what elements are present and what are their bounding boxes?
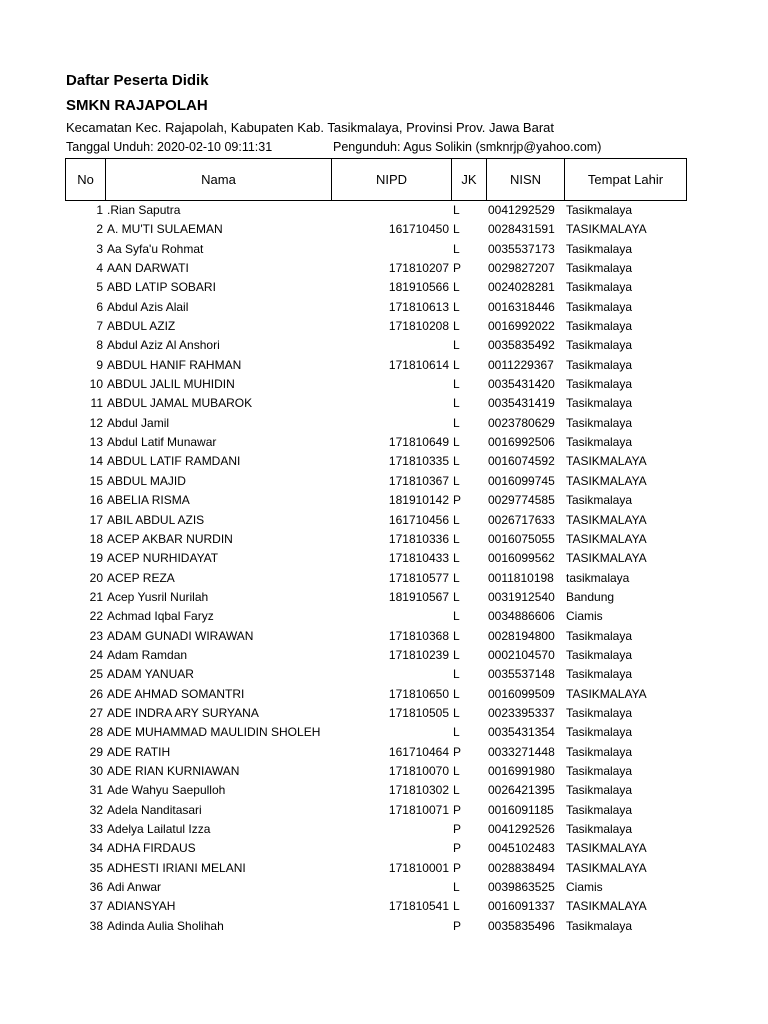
student-birthplace: Ciamis (566, 609, 603, 624)
table-row (0, 549, 768, 568)
student-name: ABDUL AZIZ (107, 319, 176, 334)
student-name: ACEP NURHIDAYAT (107, 551, 219, 566)
student-name: Adelya Lailatul Izza (107, 822, 211, 836)
student-birthplace: Tasikmalaya (566, 299, 633, 314)
row-number: 38 (89, 918, 103, 933)
row-number: 33 (89, 822, 103, 836)
student-gender: L (453, 783, 460, 798)
student-birthplace: Tasikmalaya (566, 493, 633, 508)
student-birthplace: Tasikmalaya (566, 783, 633, 798)
row-number: 30 (89, 763, 103, 778)
column-header-tempat-lahir: Tempat Lahir (565, 159, 687, 201)
column-header-jk: JK (452, 159, 487, 201)
student-birthplace: Tasikmalaya (566, 338, 633, 353)
row-number: 22 (89, 609, 103, 624)
row-number: 16 (89, 493, 103, 508)
student-gender: L (453, 531, 460, 546)
student-gender: L (453, 415, 460, 430)
student-nipd: 171810649 (388, 435, 449, 450)
student-nisn: 0035537173 (488, 241, 555, 256)
student-nipd: 171810650 (388, 686, 449, 701)
table-row (0, 530, 768, 549)
student-birthplace: tasikmalaya (566, 570, 630, 585)
student-name: Adela Nanditasari (107, 802, 202, 817)
column-header-nama: Nama (106, 159, 332, 201)
student-nisn: 0041292526 (488, 822, 555, 836)
student-nisn: 0041292529 (488, 203, 555, 217)
row-number: 11 (90, 396, 103, 411)
student-nipd: 171810071 (388, 802, 449, 817)
row-number: 5 (96, 280, 103, 295)
student-birthplace: Tasikmalaya (566, 628, 633, 643)
student-name: ABDUL LATIF RAMDANI (107, 454, 241, 469)
student-name: Adam Ramdan (107, 647, 188, 662)
student-gender: L (453, 880, 460, 895)
student-nisn: 0028194800 (488, 628, 555, 643)
student-nisn: 0034886606 (488, 609, 555, 624)
student-nisn: 0029827207 (488, 261, 555, 276)
table-header (65, 158, 687, 201)
student-birthplace: Tasikmalaya (566, 415, 633, 430)
row-number: 2 (96, 222, 103, 237)
student-nipd: 171810001 (388, 860, 449, 875)
student-name: Achmad Iqbal Faryz (107, 609, 214, 624)
student-nipd: 161710450 (388, 222, 449, 237)
row-number: 10 (89, 377, 103, 392)
student-name: ADIANSYAH (107, 899, 176, 914)
table-row (0, 917, 768, 936)
student-name: ABDUL JALIL MUHIDIN (107, 377, 235, 392)
student-name: Abdul Azis Alail (107, 299, 189, 314)
table-row (0, 511, 768, 530)
table-row (0, 414, 768, 433)
student-gender: L (453, 241, 460, 256)
row-number: 17 (89, 512, 103, 527)
student-nisn: 0039863525 (488, 880, 555, 895)
student-gender: P (453, 841, 462, 856)
student-nipd: 171810367 (388, 473, 449, 488)
row-number: 13 (89, 435, 103, 450)
table-row (0, 588, 768, 607)
student-name: ADE RATIH (107, 744, 171, 759)
student-birthplace: TASIKMALAYA (566, 841, 647, 856)
student-name: Aa Syfa'u Rohmat (107, 241, 204, 256)
student-birthplace: Tasikmalaya (566, 261, 633, 276)
student-nipd: 161710464 (388, 744, 449, 759)
student-birthplace: TASIKMALAYA (566, 512, 647, 527)
student-gender: L (453, 473, 460, 488)
student-nisn: 0035431419 (488, 396, 555, 411)
row-number: 6 (96, 299, 103, 314)
row-number: 3 (96, 241, 103, 256)
school-name: SMKN RAJAPOLAH (66, 97, 208, 114)
student-name: ABDUL HANIF RAHMAN (107, 357, 242, 372)
table-row (0, 240, 768, 259)
student-birthplace: TASIKMALAYA (566, 860, 647, 875)
student-nisn: 0026717633 (488, 512, 555, 527)
table-row (0, 743, 768, 762)
table-row (0, 317, 768, 336)
student-name: A. MU'TI SULAEMAN (107, 222, 223, 237)
row-number: 23 (89, 628, 103, 643)
table-row (0, 452, 768, 471)
student-nisn: 0016991980 (488, 763, 555, 778)
row-number: 27 (89, 705, 103, 720)
student-nipd: 181910142 (388, 493, 449, 508)
student-birthplace: TASIKMALAYA (566, 551, 647, 566)
student-nisn: 0035431354 (488, 725, 555, 740)
student-gender: L (453, 396, 460, 411)
student-gender: L (453, 454, 460, 469)
row-number: 20 (89, 570, 103, 585)
student-gender: L (453, 570, 460, 585)
student-birthplace: Tasikmalaya (566, 705, 633, 720)
student-nipd: 171810368 (388, 628, 449, 643)
student-nisn: 0016091185 (488, 802, 554, 817)
student-nisn: 0016099745 (488, 473, 555, 488)
student-nipd: 171810614 (388, 357, 449, 372)
row-number: 29 (89, 744, 103, 759)
student-nisn: 0045102483 (488, 841, 555, 856)
student-name: ADE INDRA ARY SURYANA (107, 705, 259, 720)
student-nisn: 0011229367 (488, 357, 554, 372)
row-number: 18 (89, 531, 103, 546)
student-birthplace: TASIKMALAYA (566, 686, 647, 701)
student-gender: P (453, 744, 462, 759)
row-number: 36 (89, 880, 103, 895)
student-nisn: 0033271448 (488, 744, 555, 759)
student-name: ADE MUHAMMAD MAULIDIN SHOLEH (107, 725, 321, 740)
student-birthplace: Tasikmalaya (566, 918, 633, 933)
student-birthplace: Tasikmalaya (566, 435, 633, 450)
student-name: ADAM GUNADI WIRAWAN (107, 628, 254, 643)
student-gender: L (453, 725, 460, 740)
table-row (0, 298, 768, 317)
row-number: 25 (89, 667, 103, 682)
student-birthplace: TASIKMALAYA (566, 454, 647, 469)
row-number: 7 (96, 319, 103, 334)
downloader: Pengunduh: Agus Solikin (smknrjp@yahoo.com) (333, 140, 602, 154)
student-nisn: 0035835492 (488, 338, 555, 353)
student-gender: P (453, 802, 462, 817)
student-birthplace: Tasikmalaya (566, 802, 633, 817)
student-birthplace: Tasikmalaya (566, 357, 633, 372)
school-address: Kecamatan Kec. Rajapolah, Kabupaten Kab. Tasikmalaya, Provinsi Prov. Jawa Barat (66, 120, 555, 135)
student-nisn: 0028838494 (488, 860, 555, 875)
student-nisn: 0035537148 (488, 667, 555, 682)
row-number: 8 (96, 338, 103, 353)
student-gender: L (453, 609, 460, 624)
student-nisn: 0035835496 (488, 918, 555, 933)
table-row (0, 569, 768, 588)
column-header-no: No (66, 159, 106, 201)
student-nipd: 171810505 (388, 705, 449, 720)
student-gender: P (453, 261, 462, 276)
student-name: ACEP AKBAR NURDIN (107, 531, 233, 546)
row-number: 21 (89, 589, 103, 604)
student-nipd: 171810541 (388, 899, 449, 914)
student-nisn: 0016074592 (488, 454, 555, 469)
student-birthplace: Tasikmalaya (566, 647, 633, 662)
student-birthplace: Tasikmalaya (566, 725, 633, 740)
student-name: ACEP REZA (107, 570, 175, 585)
table-row (0, 259, 768, 278)
student-birthplace: TASIKMALAYA (566, 473, 647, 488)
student-birthplace: Tasikmalaya (566, 396, 633, 411)
student-gender: L (453, 763, 460, 778)
student-birthplace: TASIKMALAYA (566, 222, 647, 237)
student-birthplace: Tasikmalaya (566, 744, 633, 759)
student-gender: L (453, 705, 460, 720)
student-birthplace: Tasikmalaya (566, 822, 633, 836)
student-name: ADHA FIRDAUS (107, 841, 196, 856)
table-row (0, 220, 768, 239)
student-nipd: 181910567 (388, 589, 449, 604)
table-row (0, 607, 768, 626)
student-name: Abdul Latif Munawar (107, 435, 217, 450)
student-birthplace: Tasikmalaya (566, 377, 633, 392)
column-header-nipd: NIPD (332, 159, 452, 201)
row-number: 15 (89, 473, 103, 488)
row-number: 1 (96, 203, 103, 217)
student-gender: L (453, 280, 460, 295)
student-nisn: 0028431591 (488, 222, 555, 237)
table-row (0, 859, 768, 878)
row-number: 14 (89, 454, 103, 469)
table-row (0, 278, 768, 297)
table-row (0, 472, 768, 491)
row-number: 26 (89, 686, 103, 701)
student-nisn: 0002104570 (488, 647, 555, 662)
student-gender: P (453, 918, 462, 933)
student-birthplace: Tasikmalaya (566, 241, 633, 256)
student-gender: L (453, 203, 460, 217)
student-name: .Rian Saputra (107, 203, 181, 217)
table-row (0, 839, 768, 858)
student-nisn: 0016091337 (488, 899, 555, 914)
student-name: Adinda Aulia Sholihah (107, 918, 224, 933)
table-row (0, 433, 768, 452)
row-number: 9 (96, 357, 103, 372)
student-nisn: 0016099562 (488, 551, 555, 566)
student-name: ADAM YANUAR (107, 667, 194, 682)
table-row (0, 781, 768, 800)
table-row (0, 336, 768, 355)
row-number: 32 (89, 802, 103, 817)
student-birthplace: Bandung (566, 589, 615, 604)
student-name: Abdul Jamil (107, 415, 170, 430)
student-gender: L (453, 667, 460, 682)
student-name: AAN DARWATI (107, 261, 189, 276)
row-number: 31 (89, 783, 103, 798)
student-list (0, 201, 768, 936)
table-row (0, 665, 768, 684)
student-gender: L (453, 222, 460, 237)
student-nisn: 0035431420 (488, 377, 555, 392)
student-birthplace: Tasikmalaya (566, 319, 633, 334)
student-birthplace: Tasikmalaya (566, 203, 633, 217)
student-nipd: 171810207 (388, 261, 449, 276)
student-nipd: 171810433 (388, 551, 449, 566)
row-number: 24 (89, 647, 103, 662)
row-number: 35 (89, 860, 103, 875)
student-name: Adi Anwar (107, 880, 162, 895)
table-row (0, 704, 768, 723)
student-name: Abdul Aziz Al Anshori (107, 338, 220, 353)
student-nisn: 0023780629 (488, 415, 555, 430)
student-nisn: 0024028281 (488, 280, 555, 295)
table-row (0, 491, 768, 510)
student-nisn: 0026421395 (488, 783, 555, 798)
student-nisn: 0029774585 (488, 493, 555, 508)
student-gender: L (453, 589, 460, 604)
student-name: Acep Yusril Nurilah (107, 589, 209, 604)
student-nisn: 0016099509 (488, 686, 555, 701)
student-birthplace: Ciamis (566, 880, 603, 895)
table-row (0, 897, 768, 916)
row-number: 28 (89, 725, 103, 740)
table-row (0, 820, 768, 839)
student-birthplace: Tasikmalaya (566, 763, 633, 778)
table-row (0, 394, 768, 413)
download-date: Tanggal Unduh: 2020-02-10 09:11:31 (66, 140, 273, 154)
table-row (0, 201, 768, 220)
student-gender: L (453, 647, 460, 662)
table-row (0, 801, 768, 820)
student-gender: L (453, 686, 460, 701)
column-header-nisn: NISN (487, 159, 565, 201)
student-nisn: 0023395337 (488, 705, 555, 720)
table-row (0, 375, 768, 394)
row-number: 37 (89, 899, 103, 914)
student-nipd: 171810613 (388, 299, 449, 314)
student-name: ABDUL MAJID (107, 473, 186, 488)
student-name: ADHESTI IRIANI MELANI (107, 860, 246, 875)
row-number: 19 (89, 551, 103, 566)
student-nipd: 171810239 (388, 647, 449, 662)
student-gender: L (453, 338, 460, 353)
student-nipd: 171810577 (388, 570, 449, 585)
student-nipd: 171810335 (388, 454, 449, 469)
student-gender: L (453, 512, 460, 527)
student-gender: L (453, 377, 460, 392)
table-row (0, 627, 768, 646)
table-row (0, 762, 768, 781)
student-nipd: 171810208 (388, 319, 449, 334)
student-nipd: 171810302 (388, 783, 449, 798)
student-nipd: 171810070 (388, 763, 449, 778)
row-number: 12 (89, 415, 103, 430)
student-birthplace: TASIKMALAYA (566, 531, 647, 546)
student-name: ABIL ABDUL AZIS (107, 512, 205, 527)
student-name: ABDUL JAMAL MUBAROK (107, 396, 253, 411)
student-gender: P (453, 860, 462, 875)
student-gender: P (453, 822, 462, 836)
table-row (0, 685, 768, 704)
student-name: ADE AHMAD SOMANTRI (107, 686, 245, 701)
student-gender: L (453, 357, 460, 372)
row-number: 34 (89, 841, 103, 856)
student-name: Ade Wahyu Saepulloh (107, 783, 226, 798)
student-gender: L (453, 899, 460, 914)
table-row (0, 646, 768, 665)
student-nisn: 0016075055 (488, 531, 555, 546)
student-name: ADE RIAN KURNIAWAN (107, 763, 240, 778)
student-name: ABELIA RISMA (107, 493, 190, 508)
student-birthplace: Tasikmalaya (566, 280, 633, 295)
document-title: Daftar Peserta Didik (66, 72, 209, 89)
student-gender: P (453, 493, 462, 508)
student-gender: L (453, 319, 460, 334)
table-row (0, 878, 768, 897)
student-nipd: 161710456 (388, 512, 449, 527)
student-nisn: 0016318446 (488, 299, 555, 314)
student-nipd: 171810336 (388, 531, 449, 546)
student-nipd: 181910566 (388, 280, 449, 295)
student-birthplace: TASIKMALAYA (566, 899, 647, 914)
student-gender: L (453, 299, 460, 314)
student-nisn: 0016992022 (488, 319, 555, 334)
student-name: ABD LATIP SOBARI (107, 280, 216, 295)
student-nisn: 0016992506 (488, 435, 555, 450)
student-gender: L (453, 628, 460, 643)
row-number: 4 (96, 261, 103, 276)
table-row (0, 356, 768, 375)
student-gender: L (453, 551, 460, 566)
student-nisn: 0011810198 (488, 570, 554, 585)
student-gender: L (453, 435, 460, 450)
student-nisn: 0031912540 (488, 589, 555, 604)
table-row (0, 723, 768, 742)
student-birthplace: Tasikmalaya (566, 667, 633, 682)
